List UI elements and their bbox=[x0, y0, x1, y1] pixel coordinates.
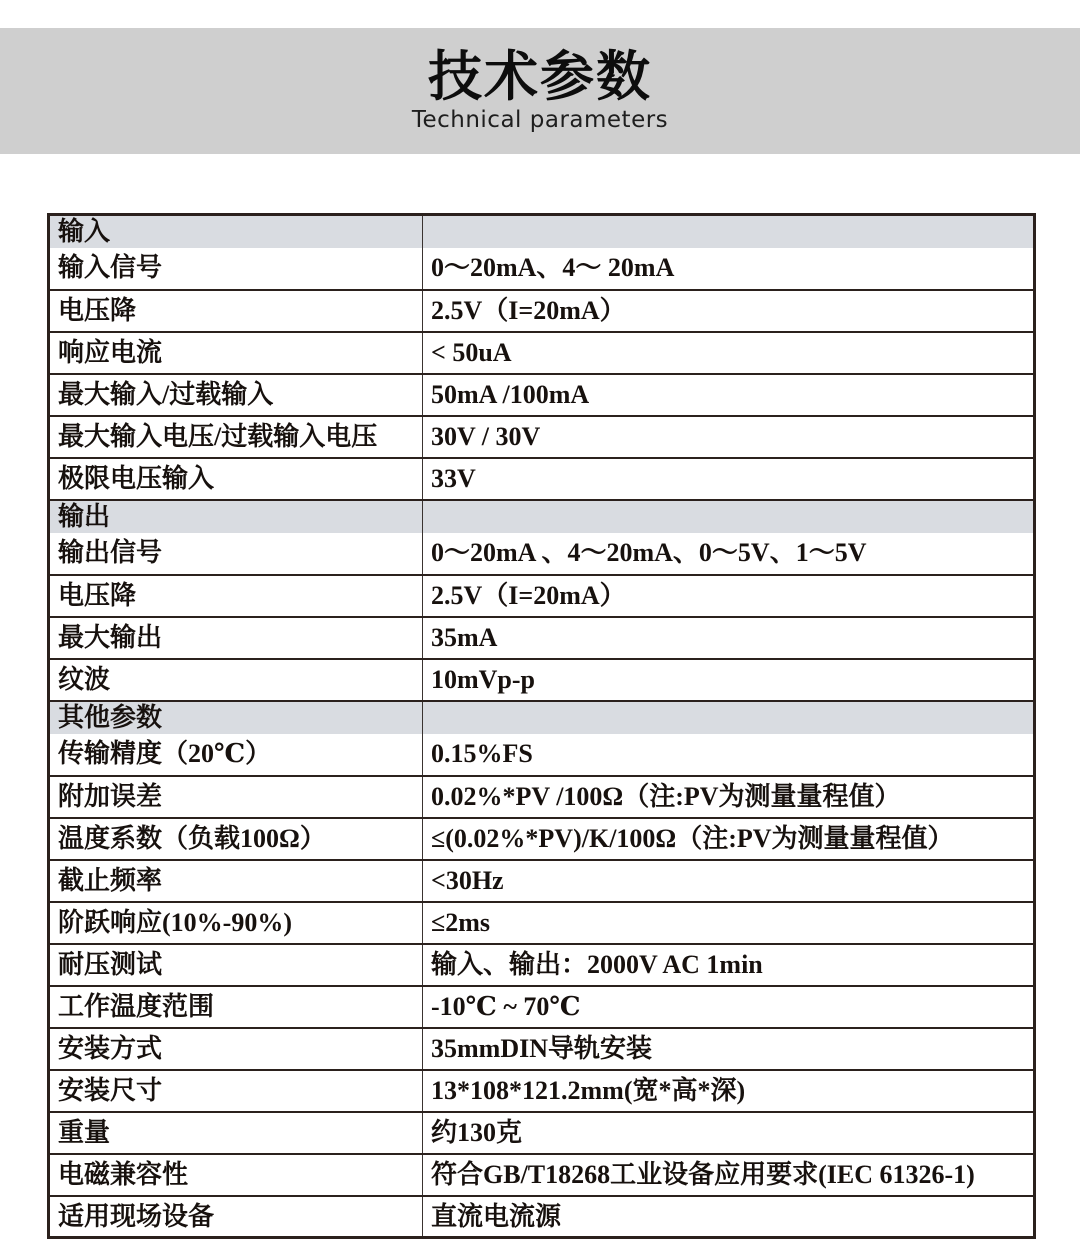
spec-table bbox=[47, 213, 1036, 1239]
spec-label: 最大输出 bbox=[49, 617, 423, 659]
section-header-row bbox=[49, 215, 1035, 248]
spec-label: 温度系数（负载100Ω） bbox=[49, 818, 423, 860]
spec-row bbox=[49, 458, 1035, 500]
spec-value: 30V / 30V bbox=[431, 421, 541, 451]
spec-row bbox=[49, 860, 1035, 902]
spec-table-body bbox=[49, 215, 1035, 1238]
spec-value: 直流电流源 bbox=[431, 1201, 562, 1231]
spec-label: 传输精度（20℃） bbox=[49, 734, 423, 776]
spec-row bbox=[49, 374, 1035, 416]
spec-row bbox=[49, 776, 1035, 818]
spec-row bbox=[49, 1154, 1035, 1196]
spec-row bbox=[49, 659, 1035, 701]
spec-row bbox=[49, 575, 1035, 617]
spec-row bbox=[49, 902, 1035, 944]
spec-row bbox=[49, 1070, 1035, 1112]
spec-value: 0～20mA、4～ 20mA bbox=[431, 253, 675, 283]
spec-label: 电磁兼容性 bbox=[49, 1154, 423, 1196]
spec-label: 输出信号 bbox=[49, 533, 423, 575]
spec-value bbox=[423, 701, 1035, 734]
spec-row bbox=[49, 734, 1035, 776]
spec-label: 输入信号 bbox=[49, 248, 423, 290]
spec-value: 35mmDIN导轨安装 bbox=[431, 1033, 652, 1063]
spec-row bbox=[49, 1112, 1035, 1154]
page-title: 技术参数 bbox=[428, 44, 652, 108]
page-subtitle: Technical parameters bbox=[411, 107, 669, 134]
spec-value bbox=[423, 215, 1035, 248]
spec-label: 阶跃响应(10%-90%) bbox=[49, 902, 423, 944]
section-title: 输出 bbox=[49, 500, 423, 533]
spec-value: 0～20mA 、4～20mA、0～5V、1～5V bbox=[431, 538, 867, 568]
spec-row bbox=[49, 617, 1035, 659]
spec-value: 2.5V（I=20mA） bbox=[431, 580, 626, 610]
spec-value: 0.15%FS bbox=[431, 739, 533, 769]
spec-value: 符合GB/T18268工业设备应用要求(IEC 61326-1) bbox=[431, 1159, 975, 1189]
spec-label: 最大输入/过载输入 bbox=[49, 374, 423, 416]
page-header-band bbox=[0, 28, 1080, 154]
spec-value: 约130克 bbox=[431, 1117, 523, 1147]
spec-label: 工作温度范围 bbox=[49, 986, 423, 1028]
section-header-row bbox=[49, 500, 1035, 533]
spec-label: 极限电压输入 bbox=[49, 458, 423, 500]
spec-value: 50mA /100mA bbox=[431, 379, 590, 409]
spec-value: <30Hz bbox=[431, 865, 504, 895]
spec-label: 重量 bbox=[49, 1112, 423, 1154]
spec-row bbox=[49, 818, 1035, 860]
spec-label: 电压降 bbox=[49, 575, 423, 617]
spec-label: 截止频率 bbox=[49, 860, 423, 902]
spec-label: 最大输入电压/过载输入电压 bbox=[49, 416, 423, 458]
spec-label: 安装尺寸 bbox=[49, 1070, 423, 1112]
spec-label: 适用现场设备 bbox=[49, 1196, 423, 1238]
spec-label: 响应电流 bbox=[49, 332, 423, 374]
spec-value: < 50uA bbox=[431, 337, 512, 367]
spec-value: 2.5V（I=20mA） bbox=[431, 295, 626, 325]
spec-row bbox=[49, 416, 1035, 458]
spec-value: -10℃ ~ 70℃ bbox=[431, 991, 581, 1021]
spec-row bbox=[49, 944, 1035, 986]
spec-value: ≤2ms bbox=[431, 907, 491, 937]
section-title: 其他参数 bbox=[49, 701, 423, 734]
spec-label: 安装方式 bbox=[49, 1028, 423, 1070]
spec-value: 10mVp-p bbox=[431, 664, 536, 694]
spec-value: 0.02%*PV /100Ω（注:PV为测量量程值） bbox=[431, 781, 901, 811]
spec-value: 13*108*121.2mm(宽*高*深) bbox=[431, 1075, 746, 1105]
spec-row bbox=[49, 1196, 1035, 1238]
spec-value bbox=[423, 500, 1035, 533]
spec-row bbox=[49, 1028, 1035, 1070]
spec-label: 电压降 bbox=[49, 290, 423, 332]
spec-label: 纹波 bbox=[49, 659, 423, 701]
section-header-row bbox=[49, 701, 1035, 734]
spec-value: ≤(0.02%*PV)/K/100Ω（注:PV为测量量程值） bbox=[431, 823, 954, 853]
spec-row bbox=[49, 290, 1035, 332]
spec-value: 输入、输出：2000V AC 1min bbox=[431, 949, 763, 979]
spec-value: 35mA bbox=[431, 622, 498, 652]
spec-row bbox=[49, 248, 1035, 290]
spec-label: 耐压测试 bbox=[49, 944, 423, 986]
spec-row bbox=[49, 332, 1035, 374]
spec-value: 33V bbox=[431, 463, 476, 493]
spec-row bbox=[49, 986, 1035, 1028]
section-title: 输入 bbox=[49, 215, 423, 248]
spec-label: 附加误差 bbox=[49, 776, 423, 818]
spec-row bbox=[49, 533, 1035, 575]
